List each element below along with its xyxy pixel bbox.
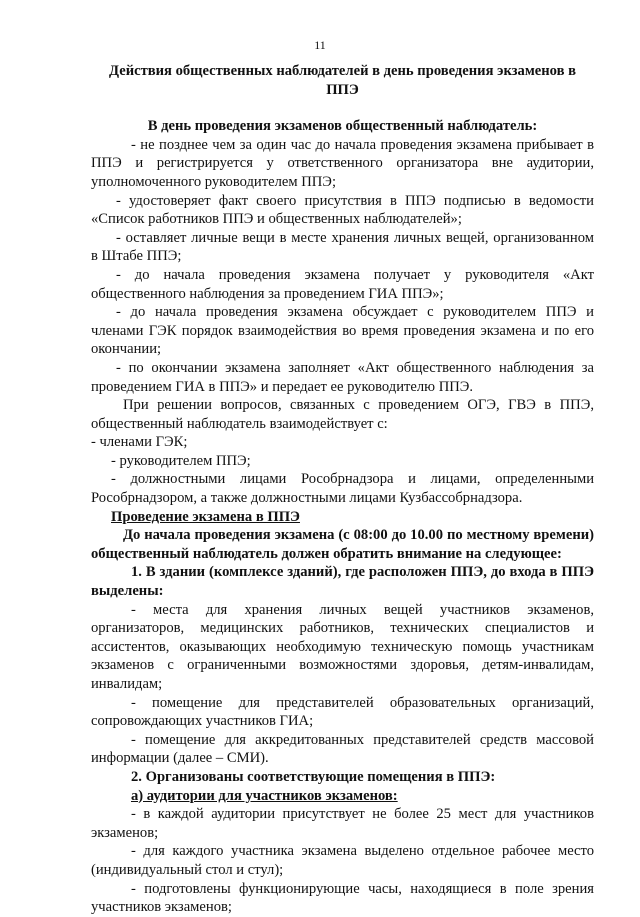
list-item-receive-act: - до начала проведения экзамена получает у руководителя «Акт общественного наблюдения за проведением ГИА ППЭ»; xyxy=(91,266,594,302)
list-item-workplace: - для каждого участника экзамена выделено отдельное рабочее место (индивидуальный стол и стул); xyxy=(91,843,594,878)
section-heading-exam-conduct: Проведение экзамена в ППЭ xyxy=(111,508,300,525)
list-item-personal-belongings: - оставляет личные вещи в месте хранения личных вещей, организованном в Штабе ППЭ; xyxy=(91,229,594,265)
list-item-storage-places: - места для хранения личных вещей участников экзаменов, организаторов, медицинских работников, технических специалистов и ассистентов, оказывающих необходимую техническую помощь участникам экзаменов с ограниченными возможностями здоровья, детям-инвалидам, инвалидам; xyxy=(91,601,594,692)
list-item-sign-attendance: - удостоверяет факт своего присутствия в ППЭ подписью в ведомости «Список работников ППЭ и общественных наблюдателей»; xyxy=(91,192,594,228)
paragraph-interaction: При решении вопросов, связанных с проведением ОГЭ, ГВЭ в ППЭ, общественный наблюдатель взаимодействует с: xyxy=(91,397,594,432)
document-title: Действия общественных наблюдателей в день проведения экзаменов в ППЭ xyxy=(109,63,576,98)
numbered-item-2: 2. Организованы соответствующие помещения в ППЭ: xyxy=(131,768,496,785)
section-heading-exam-day: В день проведения экзаменов общественный наблюдатель: xyxy=(147,118,538,135)
page-number: 11 xyxy=(314,38,326,52)
list-item-arrival: - не позднее чем за один час до начала проведения экзамена прибывает в ППЭ и регистрируется у ответственного организатора вне аудитории, уполномоченного руководителем ППЭ; xyxy=(91,136,594,190)
title-spacer xyxy=(91,99,594,117)
paragraph-before-exam: До начала проведения экзамена (с 08:00 до 10.00 по местному времени) общественный наблюдатель должен обратить внимание на следующее: xyxy=(91,527,594,562)
numbered-item-1: 1. В здании (комплексе зданий), где расположен ППЭ, до входа в ППЭ выделены: xyxy=(91,564,594,600)
list-item-ppe-head: - руководителем ППЭ; xyxy=(111,452,251,469)
list-item-gek-members: - членами ГЭК; xyxy=(91,434,188,451)
list-item-media-room: - помещение для аккредитованных представителей средств массовой информации (далее – СМИ). xyxy=(91,731,594,767)
document-body xyxy=(91,62,594,917)
list-item-seats-limit: - в каждой аудитории присутствует не более 25 мест для участников экзаменов; xyxy=(91,806,594,841)
list-item-clock: - подготовлены функционирующие часы, находящиеся в поле зрения участников экзаменов; xyxy=(91,880,594,916)
list-item-representatives-room: - помещение для представителей образовательных организаций, сопровождающих участников ГИА; xyxy=(91,694,594,730)
list-item-officials: - должностными лицами Рособрнадзора и лицами, определенными Рособрнадзором, а также должностными лицами Кузбассобрнадзора. xyxy=(91,471,594,507)
list-item-discuss-procedure: - до начала проведения экзамена обсуждает с руководителем ППЭ и членами ГЭК порядок взаимодействия во время проведения экзамена и по его окончании; xyxy=(91,304,594,358)
sub-item-a: а) аудитории для участников экзаменов: xyxy=(131,787,398,804)
list-item-fill-act: - по окончании экзамена заполняет «Акт общественного наблюдения за проведением ГИА в ППЭ» и передает ее руководителю ППЭ. xyxy=(91,359,594,395)
